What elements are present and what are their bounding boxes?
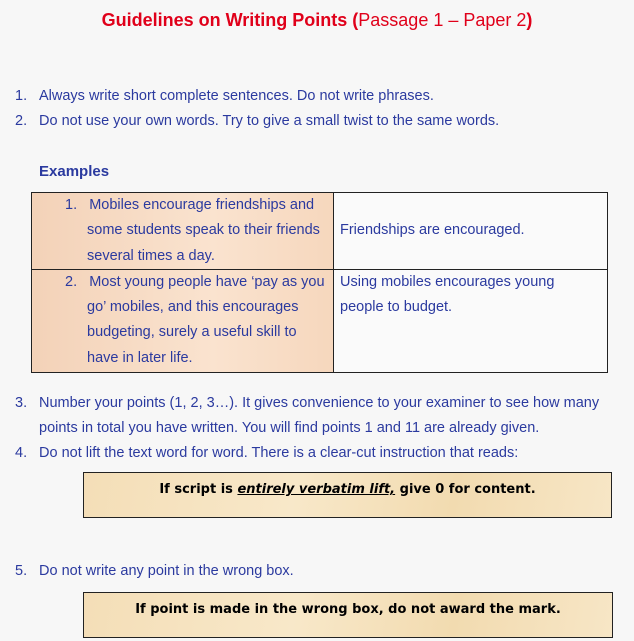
table-row: [32, 193, 608, 270]
original-text: Most young people have ‘pay as you go’ mobiles, and this encourages budgeting, surely a useful skill to have in later life.: [87, 273, 325, 366]
title-main: Guidelines on Writing Points: [101, 10, 348, 30]
page-title: [0, 10, 634, 31]
item-number: 5.: [15, 563, 28, 579]
title-sub: Passage 1 – Paper 2: [358, 10, 527, 30]
item-continuation: points in total you have written. You will find points 1 and 11 are already given.: [39, 420, 540, 436]
item-text: Always write short complete sentences. Do not write phrases.: [39, 88, 434, 104]
item-text: Do not use your own words. Try to give a small twist to the same words.: [39, 113, 500, 129]
rule-box-wrong-box: If point is made in the wrong box, do not award the mark.: [83, 592, 613, 638]
rule-emphasis: entirely verbatim lift,: [237, 482, 396, 497]
list-item: [15, 84, 434, 109]
item-number: 3.: [15, 395, 28, 411]
title-paren: ): [526, 10, 533, 30]
item-number: 1.: [15, 88, 28, 104]
title-paren: (: [352, 10, 359, 30]
rewrite-cell: Friendships are encouraged.: [334, 193, 608, 270]
item-text: Do not write any point in the wrong box.: [39, 563, 294, 579]
original-cell: [32, 193, 334, 270]
original-text: Mobiles encourage friendships and some students speak to their friends several times a day.: [87, 197, 320, 264]
rule-text: give 0 for content.: [395, 482, 536, 497]
row-number: 2.: [65, 273, 78, 290]
rule-box-verbatim: [83, 472, 612, 518]
row-number: 1.: [65, 197, 78, 213]
table-row: [32, 269, 608, 372]
list-item: [15, 441, 518, 466]
item-text: Number your points (1, 2, 3…). It gives convenience to your examiner to see how many: [39, 395, 600, 411]
list-item: [15, 391, 599, 416]
rule-text: If script is: [159, 482, 238, 497]
item-number: 4.: [15, 445, 28, 461]
list-item: [15, 109, 499, 134]
examples-heading: Examples: [39, 163, 110, 180]
rewrite-cell: Using mobiles encourages young people to budget.: [334, 269, 608, 372]
item-text: Do not lift the text word for word. There is a clear-cut instruction that reads:: [39, 445, 519, 461]
examples-table: [31, 192, 608, 373]
item-number: 2.: [15, 113, 28, 129]
list-item: [15, 559, 294, 584]
original-cell: [32, 269, 334, 372]
